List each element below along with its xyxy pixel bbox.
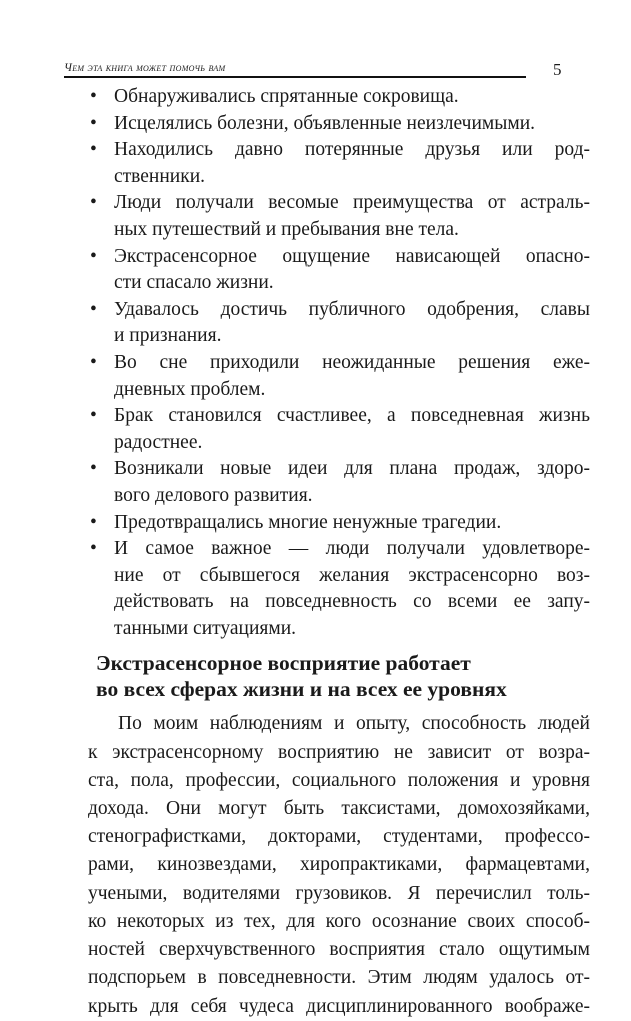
paragraph-line: По моим наблюдениям и опыту, способность людей (118, 713, 590, 735)
paragraph-line: рами, кинозвездами, хиропрактиками, фармацевтами, (88, 854, 590, 876)
list-item (88, 297, 590, 350)
paragraph-line: ста, пола, профессии, социального положения и уровня (88, 769, 590, 791)
bullet-icon: • (90, 298, 97, 320)
list-item (88, 137, 590, 190)
list-item-line: Экстрасенсорное ощущение нависающей опасно- (114, 245, 590, 267)
paragraph-line: подспорьем в повседневности. Этим людям удалось от- (88, 967, 590, 989)
bullet-icon: • (90, 351, 97, 373)
list-item-line: Люди получали весомые преимущества от астраль- (114, 192, 590, 214)
bullet-icon: • (90, 458, 97, 480)
list-item (88, 510, 590, 537)
bullet-icon: • (90, 538, 97, 560)
paragraph-line: стенографистками, докторами, студентами, профессо- (88, 826, 590, 848)
list-item-line: Возникали новые идеи для плана продаж, здоро- (114, 458, 590, 480)
list-item (88, 111, 590, 138)
list-item (88, 403, 590, 456)
list-item-line: И самое важное — люди получали удовлетворе- (114, 538, 590, 560)
list-item-line: ственники. (114, 165, 206, 187)
bullet-icon: • (90, 245, 97, 267)
paragraph-line: ностей сверхчувственного восприятия стало ощутимым (88, 939, 590, 961)
paragraph-line: дохода. Они могут быть таксистами, домохозяйками, (88, 798, 590, 820)
list-item-line: ных путешествий и пребывания вне тела. (114, 218, 459, 240)
section-heading (88, 650, 590, 702)
list-item-line: Предотвращались многие ненужные трагедии. (114, 511, 502, 533)
list-item (88, 350, 590, 403)
bullet-icon: • (90, 112, 97, 134)
list-item (88, 84, 590, 111)
list-item-line: сти спасало жизни. (114, 272, 274, 294)
bullet-icon: • (90, 86, 97, 107)
list-item-line: Обнаруживались спрятанные сокровища. (114, 86, 459, 107)
list-item-line: Брак становился счастливее, а повседневная жизнь (114, 405, 590, 427)
list-item-line: Находились давно потерянные друзья или род- (114, 139, 590, 161)
bullet-icon: • (90, 139, 97, 161)
paragraph-line: крыть для себя чудеса дисциплинированного воображе- (88, 995, 590, 1017)
list-item-line: радостнее. (114, 431, 203, 453)
bullet-list (88, 84, 590, 642)
list-item (88, 456, 590, 509)
list-item-line: действовать на повседневность со всеми ее запу- (114, 591, 590, 613)
list-item-line: дневных проблем. (114, 378, 266, 400)
paragraph-line: учеными, водителями грузовиков. Я перечислил толь- (88, 882, 590, 904)
list-item (88, 536, 590, 642)
body-paragraph (88, 710, 590, 1020)
list-item-line: вого делового развития. (114, 484, 313, 506)
paragraph-line: ко некоторых из тех, для кого осознание своих способ- (88, 910, 590, 932)
list-item-line: и признания. (114, 325, 222, 347)
heading-line: Экстрасенсорное восприятие работает (96, 651, 471, 676)
bullet-icon: • (90, 192, 97, 214)
page-number: 5 (553, 60, 562, 79)
list-item-line: Удавалось достичь публичного одобрения, славы (114, 298, 590, 320)
bullet-icon: • (90, 511, 97, 533)
running-head: Чем эта книга может помочь вам (64, 62, 526, 78)
list-item-line: танными ситуациями. (114, 617, 297, 639)
page-body (88, 84, 590, 1021)
list-item-line: ние от сбывшегося желания экстрасенсорно воз- (114, 564, 590, 586)
list-item-line: Исцелялись болезни, объявленные неизлечимыми. (114, 112, 536, 134)
list-item-line: Во сне приходили неожиданные решения еже- (114, 351, 590, 373)
bullet-icon: • (90, 405, 97, 427)
list-item (88, 244, 590, 297)
heading-line: во всех сферах жизни и на всех ее уровнях (96, 677, 507, 702)
paragraph-line: к экстрасенсорному восприятию не зависит от возра- (88, 741, 590, 763)
list-item (88, 190, 590, 243)
